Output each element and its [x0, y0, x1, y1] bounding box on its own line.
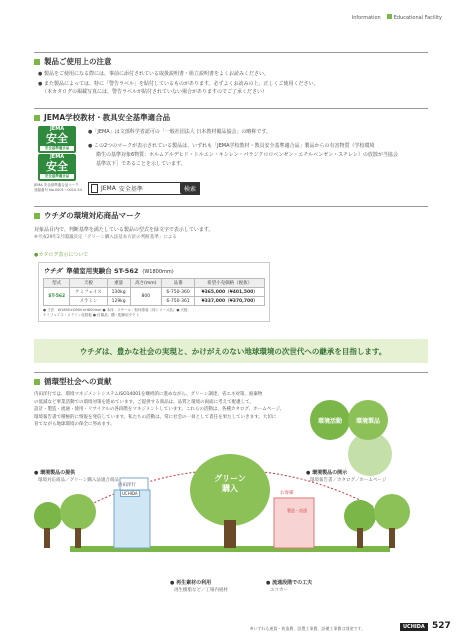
page-number: 527: [432, 621, 451, 631]
product-name: 準備室用実験台 ST-562: [66, 267, 139, 275]
eco-note: ※平成29年2月閣議決定「グリーン購入法基本方針の判断基準」による: [34, 235, 177, 240]
search-button[interactable]: 検索: [180, 182, 200, 194]
customer-label: お客様: [280, 491, 294, 496]
left-caption: ● 環境製品の提供 環境対応商品／グリーン購入法適合商品: [34, 470, 119, 483]
section-heading-eco-mark: ウチダの環境対応商品マーク: [34, 210, 141, 221]
tree-icon: [374, 494, 410, 530]
mission-text: ウチダは、豊かな社会の実現と、かけがえのない地球環境の次世代への継承を目指します。: [79, 347, 387, 356]
top-nav: [352, 14, 442, 21]
caution-line: （本カタログの掲載写真には、警告ラベルが貼付されていない場合がありますのでご了承ください）: [42, 89, 268, 95]
divider: [34, 372, 428, 373]
section-heading-jema: JEMA学校教材・教具安全基準適合品: [34, 112, 170, 123]
square-icon: [34, 379, 40, 385]
product-note: ● 寸法：W1800×D900×H800mm ● 本体：スチール・粉体塗装（同シリーズ品）● 天板： ケミフェイス・メラミン化粧板 ● 付属品：棚・配線用ダクト: [43, 308, 192, 317]
nav-information[interactable]: Information: [351, 14, 381, 21]
tree-icon: [34, 502, 62, 530]
factory-label: 製造・流通: [287, 508, 307, 513]
recycling-paragraph: 内田洋行では、環境マネジメントシステムISO14001を継続的に進めながら、グリーン調達、省エネ対策、廃棄物 の低減など事業活動での環境対策を進めています。ご提供する商品は、品質と環境の両面に考えて配慮して、 設計・製造・流通・使用・リサイクルの各段階をマネジメントしています。これらの活動は、各種カタログ、ホームページ、 環境報告書で積極的に情報を発信しています。私たちの活動は、常に社会の一員として責任を果たしていきます。大切に 育てながら地球環境の保全に努めます。: [34, 392, 285, 427]
search-box[interactable]: JEMA 安全基準: [88, 182, 200, 195]
section-heading-caution: 製品ご使用上の注意: [34, 56, 112, 67]
square-icon: [34, 115, 40, 121]
jema-line: ●「JEMA」は文部科学省認可の「一般社団法人 日本教材備品協会」の略称です。: [88, 129, 271, 135]
jema-badge-2: JEMA 安全 安全基準適合品: [38, 154, 76, 181]
square-icon: [34, 59, 40, 65]
section-heading-recycling: 循環型社会への貢献: [34, 376, 112, 387]
bottom-caption-recycled: ● 再生素材の利用 再生樹脂など／工場内廃材: [170, 580, 228, 593]
uchida-logo: ウチダ: [43, 267, 63, 275]
recycling-diagram: [30, 420, 430, 580]
caution-line: ● また製品によっては、特に「警告ラベル」を貼付しているものがあります。必ずよくお読みの上、正しくご使用ください。: [38, 81, 319, 87]
product-size: (W1800mm): [142, 269, 174, 275]
green-purchase-label: グリーン 購入: [214, 474, 246, 493]
badge-caption: JEMA 安全基準適合品マーク 登録番号 No.0001～0010.54: [34, 183, 82, 192]
jema-line: 衛生の基準対象6物質：ホルムアルデヒド・トルエン・キシレン・パラジクロロベンゼン・エチルベンゼン・スチレン）の放散が当協会: [96, 152, 398, 158]
bubble-activity: 環境活動: [310, 400, 350, 440]
page-icon: [91, 184, 98, 193]
nav-educational[interactable]: Educational Facility: [393, 15, 442, 21]
search-text: 安全基準: [118, 186, 143, 193]
catalog-label: ●カタログ表示について: [34, 252, 89, 258]
product-table: 型式 天板 重量 高さ(mm) 品番 希望小売価格（税抜） ST-562 ケミフェイス 130kg 800 6-750-360 ¥365,000（¥401,500） メラミン 129kg 6-750-361 ¥337,000（¥370,700）: [43, 278, 265, 306]
catalog-sample: [38, 262, 270, 322]
right-caption: ● 環境製品の開示 環境報告書／カタログ／ホームページ: [306, 470, 387, 483]
divider: [34, 206, 428, 207]
jema-line: 基準以下］であることを示しています。: [96, 161, 186, 167]
uchida-label: 内田洋行: [118, 483, 136, 488]
footer-note: ※いずれも運賃・荷造費、設置工事費、設備工事費は別途です。: [250, 626, 366, 631]
square-icon: [387, 14, 392, 19]
divider: [34, 108, 428, 109]
jema-badge-1: JEMA 安全 安全基準適合品: [38, 126, 76, 153]
customer-building: [274, 498, 314, 548]
uchida-footer-logo: UCHIDA: [400, 623, 428, 631]
tree-icon: [60, 494, 96, 530]
caution-line: ● 製品をご使用になる際には、事前に添付されている取扱説明書・組立説明書をよくお読みください。: [38, 71, 269, 77]
divider: [34, 52, 428, 53]
bubble-products: 環境製品: [348, 400, 388, 440]
uchida-building: [114, 490, 150, 548]
square-icon: [34, 213, 40, 219]
eco-line: 対象品目内で、判断基準を満たしている製品の型式を緑文字で表示しています。: [34, 227, 214, 233]
table-row: メラミン 129kg 6-750-361 ¥337,000（¥370,700）: [44, 297, 265, 306]
jema-line: ● この2つのマークが表示されている製品は、いずれも「JEMA学校教材・教具安全基準適合品」製品からの有害物質（学校環境: [88, 143, 375, 149]
uchida-sign: UCHIDA: [122, 491, 138, 496]
bottom-caption-distribution: ● 流通段階での工夫 エコカー: [266, 580, 313, 593]
tree-icon: [344, 500, 376, 532]
table-row: ST-562 ケミフェイス 130kg 800 6-750-360 ¥365,000（¥401,500）: [44, 288, 265, 297]
